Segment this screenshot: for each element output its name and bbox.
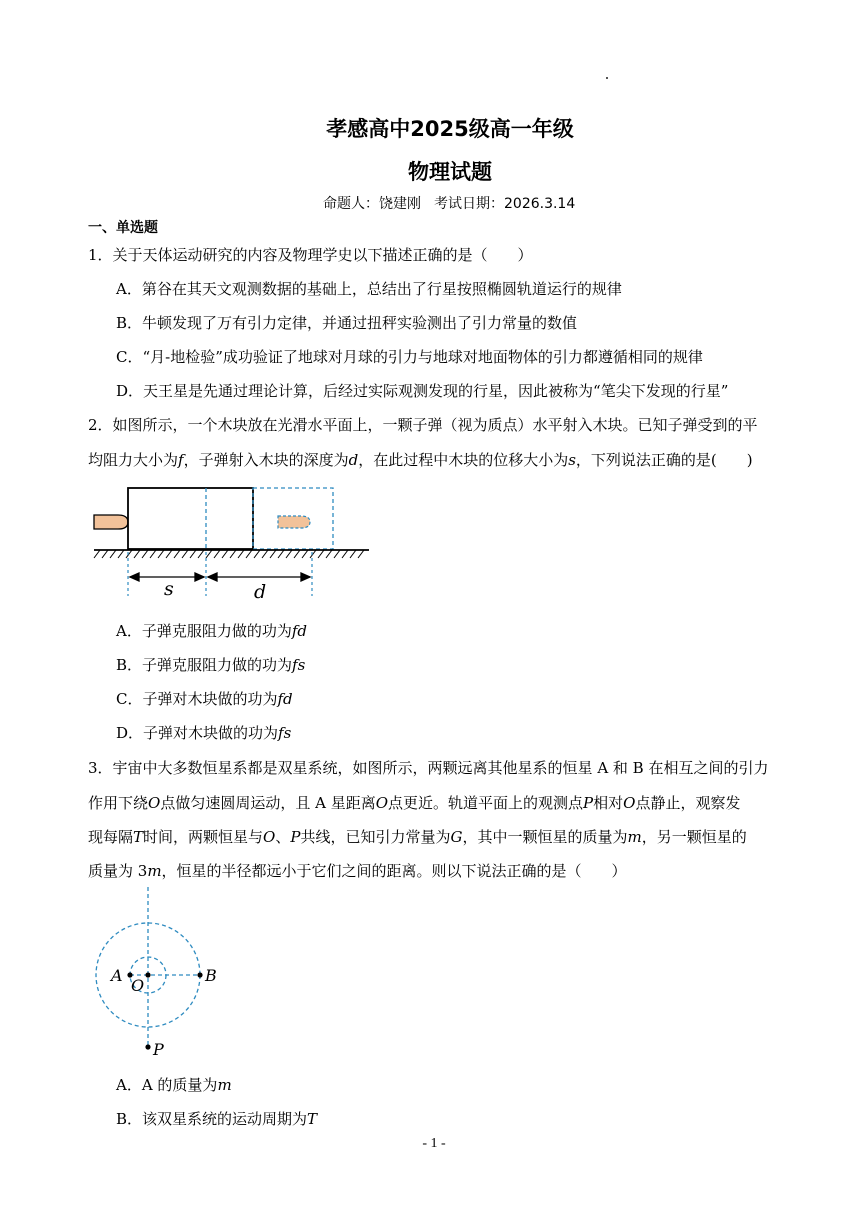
q3-text: 共线，已知引力常量为 bbox=[300, 828, 451, 846]
page-speck bbox=[606, 77, 608, 79]
label-d: d bbox=[254, 581, 267, 603]
q2-option-var: fs bbox=[278, 724, 292, 742]
q3-var: T bbox=[133, 828, 144, 846]
q2-stem-line2 bbox=[88, 449, 753, 470]
q3-option-b bbox=[116, 1108, 317, 1129]
q2-option-b bbox=[116, 654, 305, 675]
q2-text: ，下列说法正确的是( ) bbox=[575, 451, 753, 469]
q3-text: 质量为 3 bbox=[88, 862, 148, 880]
q1-option-a: A．第谷在其天文观测数据的基础上，总结出了行星按照椭圆轨道运行的规律 bbox=[116, 280, 622, 298]
q3-var: O bbox=[148, 794, 161, 812]
q3-text: 现每隔 bbox=[88, 828, 134, 846]
dimension-guides bbox=[128, 552, 312, 596]
label-a: A bbox=[111, 966, 123, 985]
q2-option-c bbox=[116, 688, 293, 709]
q2-var-d: d bbox=[348, 451, 359, 469]
q2-stem-line1: 2．如图所示，一个木块放在光滑水平面上，一颗子弹（视为质点）水平射入木块。已知子弹受到的平 bbox=[88, 416, 758, 434]
q3-text: ，另一颗恒星的 bbox=[641, 828, 747, 846]
q3-var: O bbox=[263, 828, 276, 846]
q3-stem-line3 bbox=[88, 826, 747, 847]
q3-var: m bbox=[147, 862, 162, 880]
q2-option-text: B．子弹克服阻力做的功为 bbox=[116, 656, 293, 674]
q2-text: 均阻力大小为 bbox=[88, 451, 179, 469]
q3-var: O bbox=[623, 794, 636, 812]
exam-author: 命题人：饶建刚 bbox=[323, 196, 421, 212]
section-title: 一、单选题 bbox=[88, 220, 158, 236]
q3-text: 相对 bbox=[593, 794, 624, 812]
exam-date: 考试日期：2026.3.14 bbox=[434, 196, 576, 212]
q3-option-a bbox=[116, 1074, 232, 1095]
label-s: s bbox=[164, 578, 174, 600]
q3-text: 时间，两颗恒星与 bbox=[143, 828, 264, 846]
q3-text: 作用下绕 bbox=[88, 794, 149, 812]
q2-text: ，在此过程中木块的位移大小为 bbox=[358, 451, 569, 469]
q1-option-b: B．牛顿发现了万有引力定律，并通过扭秤实验测出了引力常量的数值 bbox=[116, 314, 578, 332]
bullet-embedded-shape bbox=[278, 516, 310, 528]
q3-stem-line2 bbox=[88, 792, 740, 813]
q3-option-text: B．该双星系统的运动周期为 bbox=[116, 1110, 308, 1128]
q2-figure bbox=[88, 482, 378, 604]
q2-option-var: fs bbox=[292, 656, 306, 674]
dimension-arrows bbox=[130, 573, 310, 581]
exam-title: 孝感高中2025级高一年级 bbox=[326, 117, 574, 141]
q2-var-f: f bbox=[178, 451, 184, 469]
q3-var: P bbox=[583, 794, 594, 812]
q3-text: 点静止，观察发 bbox=[635, 794, 741, 812]
q2-text: ，子弹射入木块的深度为 bbox=[183, 451, 349, 469]
center-o-dot bbox=[145, 972, 150, 977]
q2-option-text: D．子弹对木块做的功为 bbox=[116, 724, 279, 742]
q3-figure bbox=[88, 885, 228, 1063]
point-p-dot bbox=[145, 1044, 150, 1049]
q3-option-text: A．A 的质量为 bbox=[116, 1076, 218, 1094]
q2-var-s: s bbox=[568, 451, 576, 469]
q3-text: 点更近。轨道平面上的观测点 bbox=[388, 794, 584, 812]
ground-hatching bbox=[94, 550, 364, 558]
q3-var: O bbox=[375, 794, 389, 812]
q3-var: P bbox=[290, 828, 301, 846]
page-number: - 1 - bbox=[422, 1136, 446, 1151]
label-p: P bbox=[153, 1040, 164, 1059]
q3-option-var: m bbox=[217, 1076, 232, 1094]
q3-text: ，其中一颗恒星的质量为 bbox=[462, 828, 628, 846]
q1-stem: 1．关于天体运动研究的内容及物理学史以下描述正确的是（ ） bbox=[88, 246, 533, 264]
q3-text: 点做匀速圆周运动，且 A 星距离 bbox=[160, 794, 376, 812]
q2-option-a bbox=[116, 620, 307, 641]
label-b: B bbox=[205, 966, 217, 985]
q2-option-var: fd bbox=[277, 690, 293, 708]
bullet-shape bbox=[94, 515, 128, 529]
q3-stem-line4 bbox=[88, 860, 627, 881]
q1-option-d: D．天王星是先通过理论计算，后经过实际观测发现的行星，因此被称为“笔尖下发现的行星” bbox=[116, 382, 729, 400]
q2-option-d bbox=[116, 722, 291, 743]
wood-block bbox=[128, 488, 253, 549]
star-b-dot bbox=[197, 972, 202, 977]
q1-option-c: C．“月-地检验”成功验证了地球对月球的引力与地球对地面物体的引力都遵循相同的规律 bbox=[116, 348, 703, 366]
q2-option-text: C．子弹对木块做的功为 bbox=[116, 690, 278, 708]
label-o: O bbox=[131, 976, 145, 995]
exam-subject: 物理试题 bbox=[408, 160, 492, 184]
q3-var: G bbox=[450, 828, 463, 846]
q3-var: m bbox=[627, 828, 642, 846]
q3-text: ，恒星的半径都远小于它们之间的距离。则以下说法正确的是（ ） bbox=[161, 862, 627, 880]
q3-stem-line1: 3．宇宙中大多数恒星系都是双星系统，如图所示，两颗远离其他星系的恒星 A 和 B 在相互之间的引力 bbox=[88, 759, 769, 777]
q3-text: 、 bbox=[275, 828, 291, 846]
q2-option-text: A．子弹克服阻力做的功为 bbox=[116, 622, 292, 640]
q3-option-var: T bbox=[307, 1110, 318, 1128]
q2-option-var: fd bbox=[291, 622, 307, 640]
